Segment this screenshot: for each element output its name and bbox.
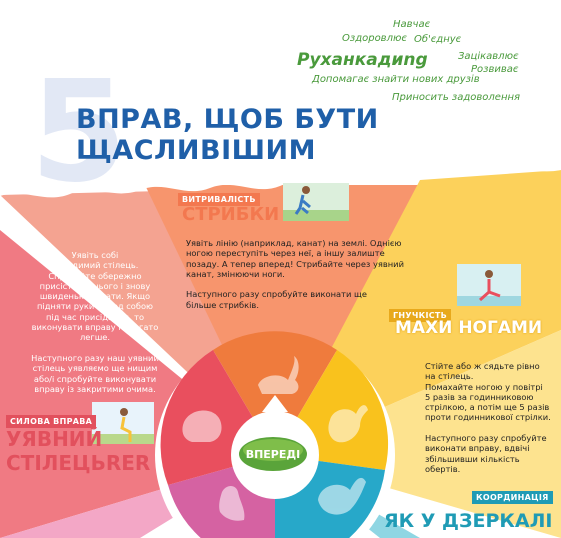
word-7: Допомагає знайти нових друзів (312, 74, 480, 85)
legs-text: Стійте або ж сядьте рівно на стілець. Помахайте ногою у повітрі 5 разів за годинниковою стрілкою, а потім ще 5 разів проти годинникової стрілки. Наступного разу спробуйте виконати вправу, вдвічі збільшивши кількість обертів. (425, 361, 551, 474)
legs-tag: ГНУЧКІСТЬ (389, 309, 451, 322)
legs-illustration (457, 264, 521, 306)
word-1: Навчає (393, 19, 431, 30)
word-3: Об'єднує (414, 34, 462, 45)
wheel-center-label: ВПЕРЕДІ (245, 447, 301, 461)
mirror-tag: КООРДИНАЦІЯ (472, 491, 553, 504)
chair-heading-line-2: СТІЛЕЦЬRER (6, 451, 151, 475)
word-2: Оздоровлює (342, 33, 407, 44)
big-number: 5 (30, 51, 128, 214)
chair-text: Уявіть собі невидимий стілець. Спробуйте обережно присісти на нього і знову швиденько встати. Якщо підняти руки перед собою під час присідання, то виконувати вправу набагато легше. Наступного разу наш уявний стілець уявляємо ще нищим або/і спробуйте виконувати вправу із закритими очима. (31, 250, 159, 394)
word-5: Зацікавлює (458, 51, 519, 62)
title-line-1: ВПРАВ, ЩОБ БУТИ (76, 104, 379, 135)
word-8: Приносить задоволення (392, 92, 521, 103)
chair-tag: СИЛОВА ВПРАВА (6, 415, 96, 428)
title-line-2: ЩАСЛИВІШИМ (76, 135, 316, 166)
jump-text: Уявіть лінію (наприклад, канат) на землі. Однією ногою переступіть через неї, а іншу залиште позаду. А тепер вперед! Стрибайте через уявний канат, змінюючи ноги. Наступного разу спробуйте виконати ще більше стрибків. (186, 238, 404, 310)
jump-heading: СТРИБКИ (182, 204, 280, 225)
jump-illustration (283, 183, 349, 221)
mirror-heading: ЯК У ДЗЕРКАЛІ (384, 510, 553, 532)
chair-heading-line-1: УЯВНИЙ (6, 427, 103, 451)
legs-heading: МАХИ НОГАМИ (395, 318, 543, 338)
chair-heading (6, 427, 150, 475)
jump-tag: ВИТРИВАЛІСТЬ (178, 193, 260, 206)
word-4: Руханкадиng (297, 50, 428, 70)
page-title (76, 104, 379, 166)
word-6: Розвиває (471, 64, 519, 75)
